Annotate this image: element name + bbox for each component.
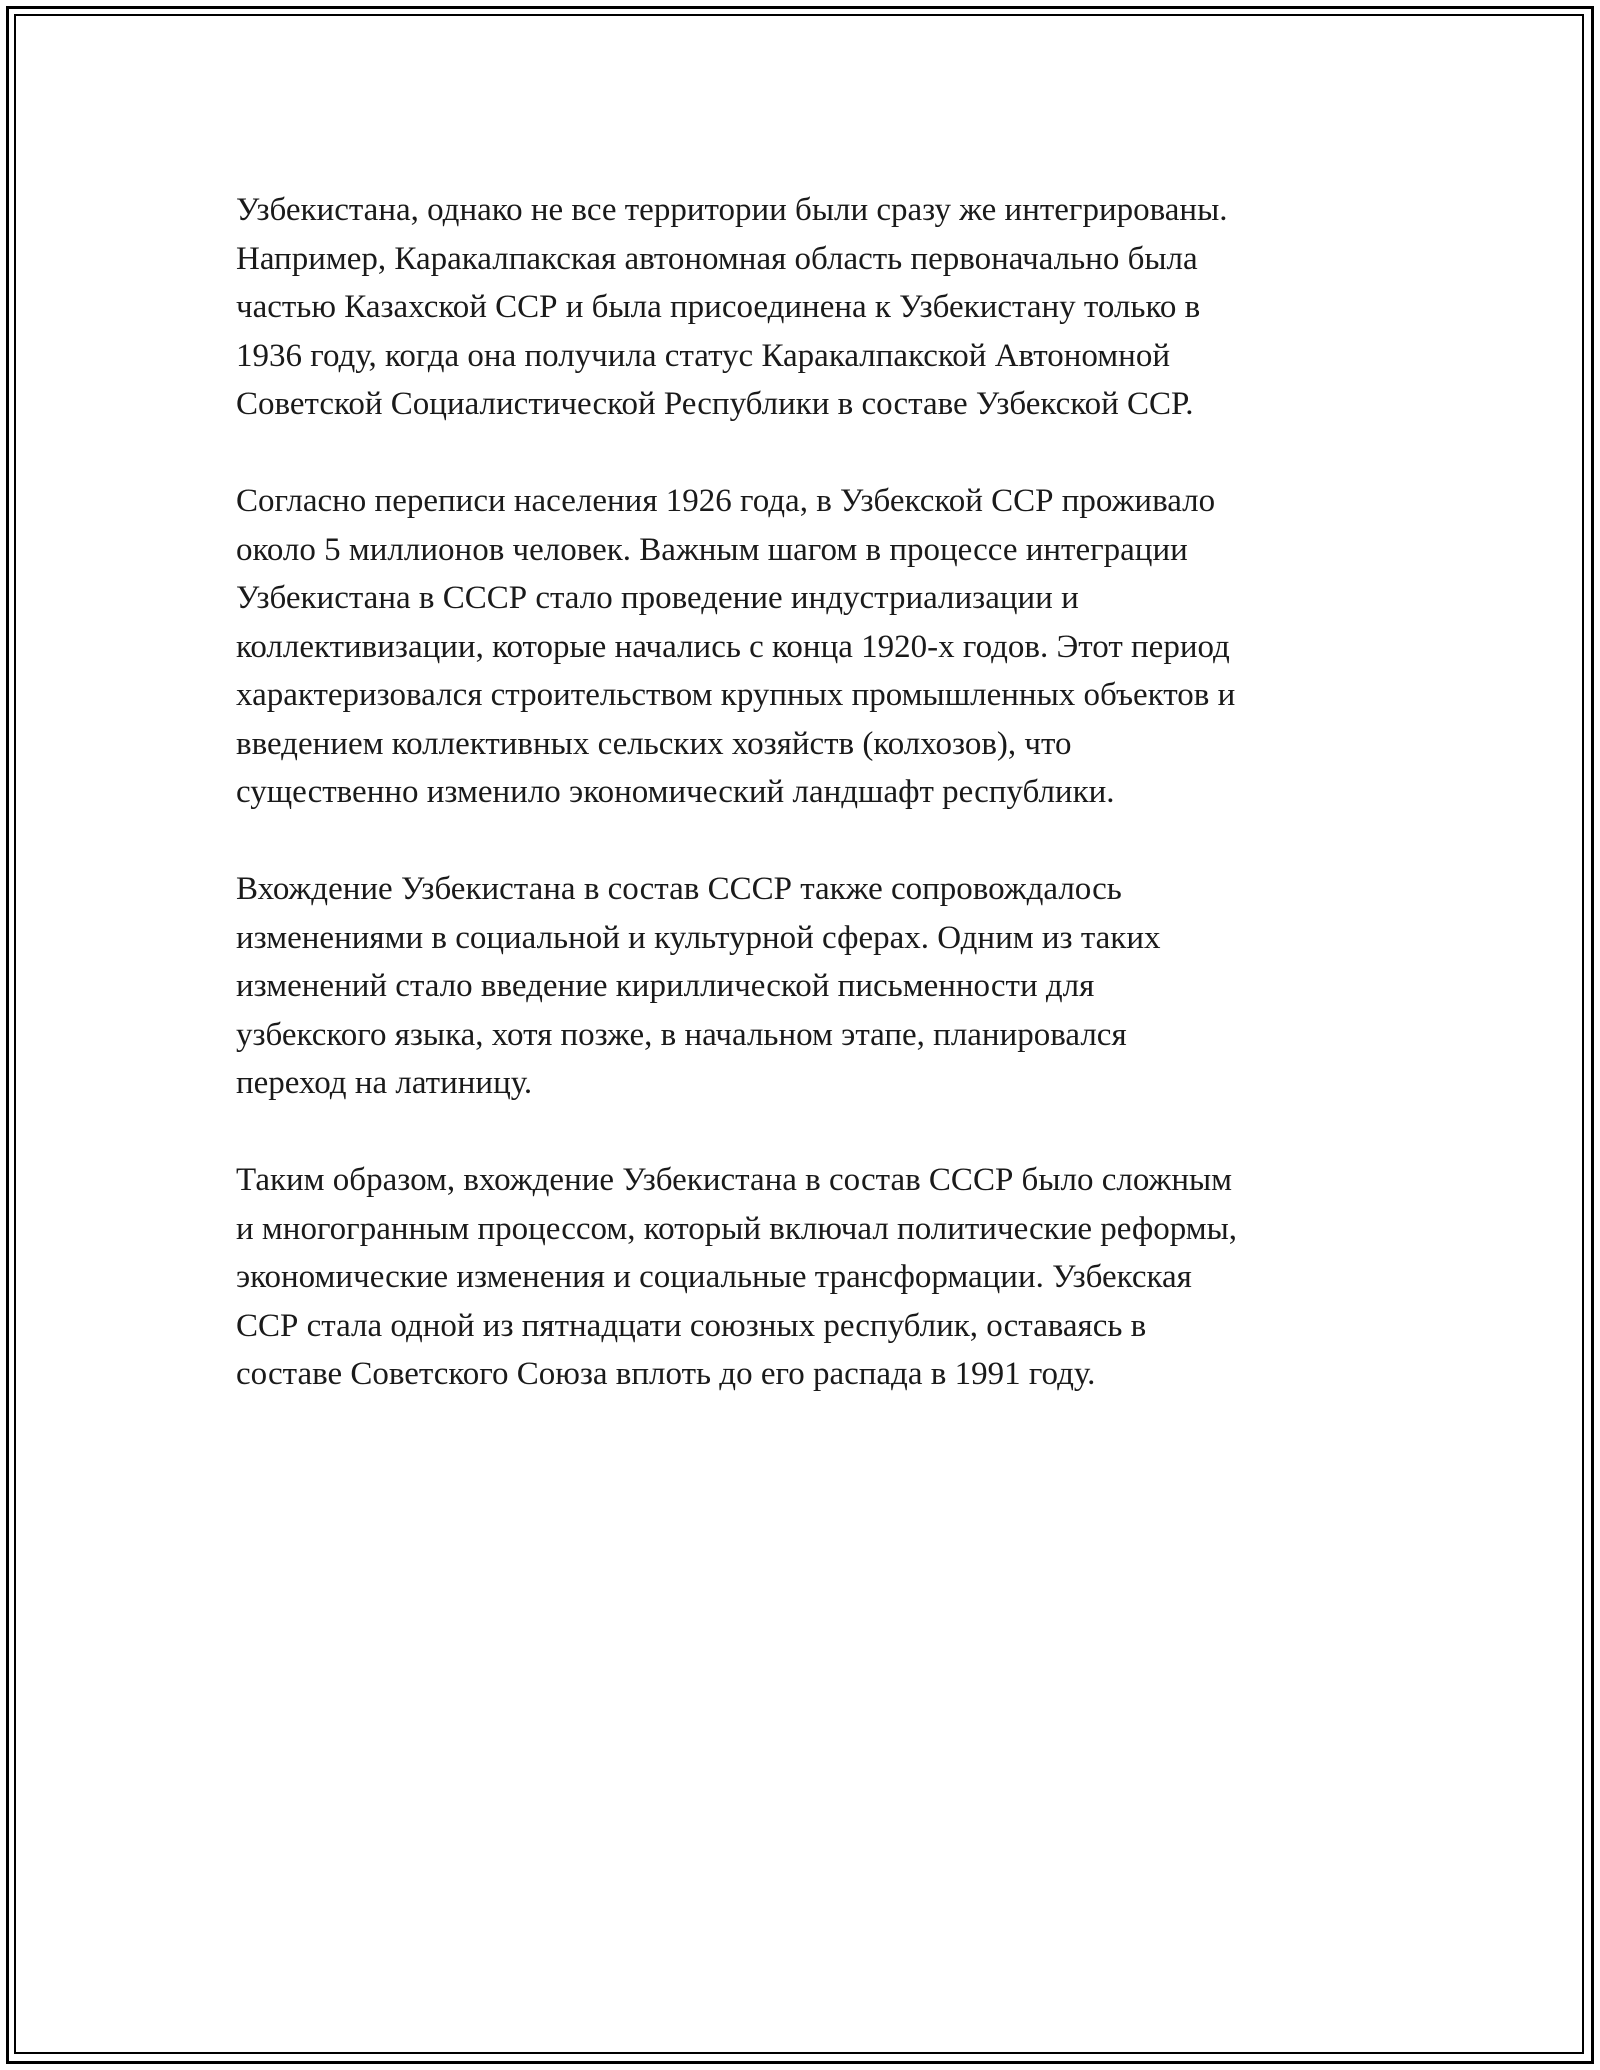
text-line: Согласно переписи населения 1926 года, в Узбекской ССР проживало — [236, 483, 1216, 519]
text-line: введением коллективных сельских хозяйств (колхозов), что — [236, 725, 1072, 762]
paragraph-territories — [236, 186, 1356, 429]
paragraph-census — [236, 477, 1356, 817]
text-line: Узбекистана в СССР стало проведение индустриализации и — [236, 580, 1079, 616]
text-line: ССР стала одной из пятнадцати союзных республик, оставаясь в — [236, 1307, 1147, 1344]
text-line: Таким образом, вхождение Узбекистана в состав СССР было сложным — [236, 1162, 1233, 1198]
text-line: существенно изменило экономический ландшафт республики. — [236, 774, 1115, 810]
text-line: Вхождение Узбекистана в состав СССР также сопровождалось — [236, 871, 1122, 907]
text-line: узбекского языка, хотя позже, в начальном этапе, планировался — [236, 1016, 1127, 1053]
text-line: Например, Каракалпакская автономная область первоначально была — [236, 240, 1198, 277]
paragraph-culture — [236, 865, 1356, 1108]
text-line: частью Казахской ССР и была присоединена к Узбекистану только в — [236, 289, 1201, 325]
text-line: коллективизации, которые начались с конца 1920-х годов. Этот период — [236, 628, 1230, 665]
document-body — [236, 186, 1356, 1447]
text-line: около 5 миллионов человек. Важным шагом в процессе интеграции — [236, 531, 1188, 568]
text-line: и многогранным процессом, который включал политические реформы, — [236, 1210, 1238, 1247]
text-line: характеризовался строительством крупных промышленных объектов и — [236, 677, 1236, 713]
paragraph-conclusion — [236, 1156, 1356, 1399]
text-line: изменениями в социальной и культурной сферах. Одним из таких — [236, 919, 1161, 956]
text-line: экономические изменения и социальные трансформации. Узбекская — [236, 1259, 1192, 1295]
text-line: Узбекистана, однако не все территории были сразу же интегрированы. — [236, 192, 1228, 228]
text-line: переход на латиницу. — [236, 1065, 533, 1101]
text-line: изменений стало введение кириллической письменности для — [236, 968, 1095, 1004]
text-line: Советской Социалистической Республики в составе Узбекской ССР. — [236, 386, 1194, 422]
text-line: составе Советского Союза вплоть до его распада в 1991 году. — [236, 1356, 1096, 1392]
text-line: 1936 году, когда она получила статус Каракалпакской Автономной — [236, 337, 1171, 374]
